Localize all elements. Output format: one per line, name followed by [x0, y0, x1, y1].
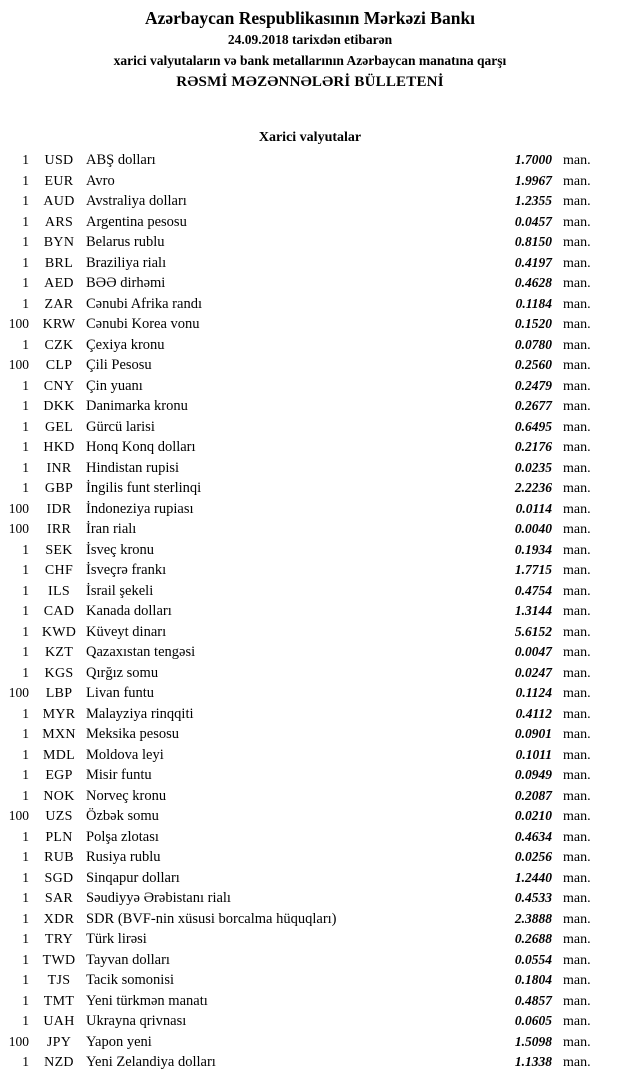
currency-name-cell: Çin yuanı: [86, 377, 143, 394]
currency-code-cell: MDL: [42, 747, 75, 763]
rate-value-cell: 0.6495: [514, 418, 552, 434]
currency-code-cell: MYR: [42, 706, 76, 722]
table-row: [0, 642, 620, 663]
unit-label-cell: man.: [563, 993, 591, 1009]
currency-code-cell: IRR: [46, 522, 72, 537]
rate-value-cell: 1.3144: [514, 603, 552, 618]
table-row: [0, 294, 620, 315]
bulletin-subtitle: xarici valyutaların və bank metallarının Azərbaycan manatına qarşı: [113, 53, 507, 68]
table-row: [0, 888, 620, 909]
currency-name-cell: Yeni türkmən manatı: [86, 992, 208, 1009]
currency-code-cell: UZS: [45, 809, 73, 824]
rate-value-cell: 0.4112: [515, 705, 552, 721]
quantity-cell: 1: [22, 336, 29, 352]
unit-label-cell: man.: [563, 645, 591, 660]
table-row: [0, 437, 620, 458]
unit-label-cell: man.: [563, 419, 591, 435]
quantity-cell: 1: [22, 705, 29, 721]
currency-code-cell: NZD: [44, 1055, 74, 1070]
quantity-cell: 1: [22, 418, 29, 434]
rate-value-cell: 0.0210: [514, 808, 552, 823]
rate-value-cell: 0.4634: [514, 828, 552, 844]
currency-code-cell: CLP: [45, 358, 73, 373]
table-row: [0, 171, 620, 192]
rate-value-cell: 0.4857: [514, 992, 552, 1008]
currency-name-cell: Çexiya kronu: [86, 336, 165, 353]
unit-label-cell: man.: [563, 747, 591, 763]
table-row: [0, 335, 620, 356]
currency-code-cell: PLN: [45, 829, 73, 845]
currency-code-cell: GBP: [44, 481, 74, 496]
quantity-cell: 1: [22, 787, 29, 803]
unit-label-cell: man.: [563, 276, 591, 291]
currency-name-cell: Cənubi Afrika randı: [86, 295, 202, 312]
table-row: [0, 581, 620, 602]
currency-name-cell: Polşa zlotası: [86, 828, 159, 845]
quantity-cell: 1: [22, 152, 29, 167]
table-row: [0, 806, 620, 827]
currency-code-cell: INR: [46, 460, 72, 476]
currency-name-cell: Danimarka kronu: [86, 398, 188, 414]
currency-code-cell: EUR: [44, 173, 74, 189]
quantity-cell: 100: [8, 500, 29, 516]
table-row: [0, 909, 620, 930]
quantity-cell: 1: [22, 234, 29, 249]
currency-code-cell: ARS: [44, 214, 74, 230]
currency-name-cell: Avstraliya dolları: [86, 193, 187, 209]
unit-label-cell: man.: [563, 460, 591, 476]
currency-name-cell: İngilis funt sterlinqi: [86, 480, 202, 496]
currency-name-cell: Rusiya rublu: [86, 849, 161, 865]
currency-code-cell: MXN: [42, 727, 76, 742]
unit-label-cell: man.: [563, 399, 591, 414]
quantity-cell: 100: [8, 316, 29, 331]
unit-label-cell: man.: [563, 501, 591, 517]
table-row: [0, 745, 620, 766]
currency-code-cell: HKD: [43, 440, 75, 455]
currency-name-cell: Meksika pesosu: [86, 726, 180, 742]
currency-name-cell: İran rialı: [86, 521, 137, 537]
quantity-cell: 1: [22, 254, 29, 270]
currency-name-cell: İsveçrə frankı: [86, 562, 167, 578]
table-row: [0, 1032, 620, 1053]
rate-value-cell: 1.1338: [514, 1054, 552, 1069]
currency-name-cell: Hindistan rupisi: [86, 459, 180, 476]
currency-name-cell: BƏƏ dirhəmi: [86, 275, 166, 291]
rate-value-cell: 0.8150: [514, 234, 552, 249]
currency-code-cell: EGP: [45, 768, 73, 783]
currency-name-cell: Özbək somu: [86, 808, 159, 824]
quantity-cell: 1: [22, 869, 29, 885]
quantity-cell: 1: [22, 890, 29, 905]
quantity-cell: 1: [22, 377, 29, 393]
rate-value-cell: 0.4533: [514, 890, 552, 905]
table-row: [0, 929, 620, 950]
currency-name-cell: Argentina pesosu: [86, 213, 187, 230]
currency-code-cell: JPY: [46, 1034, 72, 1050]
quantity-cell: 1: [22, 275, 29, 290]
table-row: [0, 663, 620, 684]
quantity-cell: 1: [22, 767, 29, 782]
currency-code-cell: CNY: [43, 378, 75, 394]
unit-label-cell: man.: [563, 153, 591, 168]
unit-label-cell: man.: [563, 194, 591, 209]
currency-code-cell: TMT: [43, 993, 75, 1009]
unit-label-cell: man.: [563, 973, 591, 988]
rate-value-cell: 0.2677: [514, 398, 552, 413]
rate-value-cell: 0.1934: [514, 541, 552, 557]
currency-code-cell: NOK: [43, 788, 75, 804]
rate-value-cell: 0.1520: [514, 316, 552, 331]
unit-label-cell: man.: [563, 583, 591, 599]
bank-title: Azərbaycan Respublikasının Mərkəzi Bankı: [144, 8, 476, 28]
quantity-cell: 100: [8, 808, 29, 823]
unit-label-cell: man.: [563, 337, 591, 353]
currency-code-cell: IDR: [46, 501, 72, 517]
rate-value-cell: 1.2355: [514, 193, 552, 208]
currency-name-cell: Gürcü larisi: [86, 418, 155, 435]
currency-name-cell: Tacik somonisi: [86, 972, 174, 988]
quantity-cell: 1: [22, 910, 29, 926]
currency-name-cell: Misir funtu: [86, 767, 152, 783]
unit-label-cell: man.: [563, 911, 591, 927]
table-row: [0, 786, 620, 807]
currency-name-cell: Sinqapur dolları: [86, 869, 180, 886]
rate-value-cell: 1.5098: [514, 1033, 552, 1049]
unit-label-cell: man.: [563, 378, 591, 394]
table-row: [0, 991, 620, 1012]
unit-label-cell: man.: [563, 809, 591, 824]
table-row: [0, 560, 620, 581]
currency-code-cell: BRL: [44, 255, 74, 271]
table-row: [0, 191, 620, 212]
table-row: [0, 273, 620, 294]
quantity-cell: 100: [8, 357, 29, 372]
unit-label-cell: man.: [563, 1014, 591, 1029]
currency-code-cell: KGS: [44, 665, 74, 681]
currency-code-cell: CAD: [43, 604, 75, 619]
unit-label-cell: man.: [563, 665, 591, 681]
unit-label-cell: man.: [563, 522, 591, 537]
table-row: [0, 622, 620, 643]
document-header: [0, 0, 620, 93]
table-row: [0, 1052, 620, 1073]
currency-code-cell: BYN: [43, 235, 75, 250]
rate-value-cell: 5.6152: [514, 623, 552, 639]
rate-value-cell: 0.0235: [514, 459, 552, 475]
currency-name-cell: Livan funtu: [86, 685, 155, 701]
bulletin-title: RƏSMİ MƏZƏNNƏLƏRİ BÜLLETENİ: [176, 74, 444, 90]
table-row: [0, 458, 620, 479]
currency-code-cell: ILS: [48, 583, 70, 599]
quantity-cell: 1: [22, 1054, 29, 1069]
rate-value-cell: 1.9967: [514, 172, 552, 188]
currency-name-cell: Səudiyyə Ərəbistanı rialı: [86, 890, 231, 906]
currency-code-cell: SAR: [44, 891, 74, 906]
currency-name-cell: Tayvan dolları: [86, 951, 170, 968]
currency-code-cell: ZAR: [44, 296, 74, 312]
currency-code-cell: TJS: [47, 973, 71, 988]
quantity-cell: 1: [22, 1013, 29, 1028]
rate-value-cell: 0.4628: [514, 275, 552, 290]
currency-code-cell: SGD: [44, 870, 74, 886]
rate-value-cell: 0.4197: [514, 254, 552, 270]
quantity-cell: 1: [22, 931, 29, 946]
currency-name-cell: Avro: [86, 172, 115, 189]
quantity-cell: 1: [22, 849, 29, 864]
rate-value-cell: 0.0554: [514, 951, 552, 967]
currency-code-cell: LBP: [45, 686, 73, 701]
unit-label-cell: man.: [563, 604, 591, 619]
quantity-cell: 1: [22, 295, 29, 311]
unit-label-cell: man.: [563, 686, 591, 701]
quantity-cell: 1: [22, 439, 29, 454]
table-row: [0, 827, 620, 848]
quantity-cell: 1: [22, 459, 29, 475]
rate-value-cell: 0.0256: [514, 849, 552, 864]
table-row: [0, 519, 620, 540]
unit-label-cell: man.: [563, 829, 591, 845]
unit-label-cell: man.: [563, 358, 591, 373]
currency-name-cell: Qırğız somu: [86, 664, 159, 681]
rate-value-cell: 0.2688: [514, 931, 552, 946]
unit-label-cell: man.: [563, 870, 591, 886]
unit-label-cell: man.: [563, 1055, 591, 1070]
currency-name-cell: Norveç kronu: [86, 787, 167, 804]
quantity-cell: 1: [22, 562, 29, 577]
currency-code-cell: TWD: [42, 952, 76, 968]
rate-value-cell: 0.0949: [514, 767, 552, 782]
rate-value-cell: 0.2087: [514, 787, 552, 803]
unit-label-cell: man.: [563, 440, 591, 455]
unit-label-cell: man.: [563, 296, 591, 312]
rate-value-cell: 2.2236: [514, 480, 552, 495]
currency-name-cell: Küveyt dinarı: [86, 623, 167, 640]
quantity-cell: 1: [22, 828, 29, 844]
currency-code-cell: USD: [44, 153, 74, 168]
rate-value-cell: 1.7000: [514, 152, 552, 167]
rate-value-cell: 0.1124: [515, 685, 552, 700]
quantity-cell: 100: [8, 685, 29, 700]
unit-label-cell: man.: [563, 1034, 591, 1050]
rate-value-cell: 2.3888: [514, 910, 552, 926]
rate-value-cell: 0.2560: [514, 357, 552, 372]
currency-name-cell: Moldova leyi: [86, 746, 164, 763]
rate-value-cell: 0.0901: [514, 726, 552, 741]
table-row: [0, 253, 620, 274]
rate-value-cell: 0.1184: [515, 295, 552, 311]
quantity-cell: 1: [22, 398, 29, 413]
currency-name-cell: Kanada dolları: [86, 603, 172, 619]
table-row: [0, 355, 620, 376]
quantity-cell: 1: [22, 603, 29, 618]
table-row: [0, 314, 620, 335]
currency-name-cell: SDR (BVF-nin xüsusi borcalma hüquqları): [86, 910, 337, 927]
quantity-cell: 1: [22, 664, 29, 680]
unit-label-cell: man.: [563, 481, 591, 496]
quantity-cell: 1: [22, 541, 29, 557]
currency-name-cell: Cənubi Korea vonu: [86, 316, 200, 332]
rate-value-cell: 0.4754: [514, 582, 552, 598]
currency-code-cell: SEK: [45, 542, 73, 558]
unit-label-cell: man.: [563, 173, 591, 189]
currency-name-cell: İsveç kronu: [86, 541, 155, 558]
unit-label-cell: man.: [563, 727, 591, 742]
section-title-foreign-currencies: Xarici valyutalar: [258, 130, 362, 145]
rate-value-cell: 0.1804: [514, 972, 552, 987]
currency-name-cell: İndoneziya rupiası: [86, 500, 194, 517]
currency-name-cell: ABŞ dolları: [86, 152, 156, 168]
currency-name-cell: Ukrayna qrivnası: [86, 1013, 187, 1029]
unit-label-cell: man.: [563, 255, 591, 271]
table-row: [0, 868, 620, 889]
table-row: [0, 540, 620, 561]
table-row: [0, 704, 620, 725]
currency-code-cell: CHF: [44, 563, 74, 578]
unit-label-cell: man.: [563, 542, 591, 558]
currency-code-cell: DKK: [43, 399, 75, 414]
quantity-cell: 1: [22, 746, 29, 762]
table-row: [0, 970, 620, 991]
quantity-cell: 1: [22, 644, 29, 659]
currency-name-cell: Yeni Zelandiya dolları: [86, 1054, 216, 1070]
quantity-cell: 100: [8, 1033, 29, 1049]
currency-code-cell: GEL: [44, 419, 74, 435]
rate-value-cell: 1.2440: [514, 869, 552, 885]
unit-label-cell: man.: [563, 850, 591, 865]
unit-label-cell: man.: [563, 563, 591, 578]
currency-name-cell: Yapon yeni: [86, 1033, 152, 1050]
rate-value-cell: 0.1011: [515, 746, 552, 762]
rate-value-cell: 0.0247: [514, 664, 552, 680]
table-row: [0, 601, 620, 622]
rate-value-cell: 0.0605: [514, 1013, 552, 1028]
quantity-cell: 1: [22, 726, 29, 741]
currency-code-cell: KRW: [42, 317, 76, 332]
currency-name-cell: Belarus rublu: [86, 234, 165, 250]
unit-label-cell: man.: [563, 317, 591, 332]
table-row: [0, 499, 620, 520]
unit-label-cell: man.: [563, 891, 591, 906]
unit-label-cell: man.: [563, 624, 591, 640]
rate-value-cell: 0.0114: [515, 500, 552, 516]
currency-code-cell: KWD: [41, 624, 77, 640]
currency-name-cell: Qazaxıstan tengəsi: [86, 644, 196, 660]
quantity-cell: 1: [22, 213, 29, 229]
unit-label-cell: man.: [563, 952, 591, 968]
currency-code-cell: XDR: [43, 911, 75, 927]
unit-label-cell: man.: [563, 235, 591, 250]
unit-label-cell: man.: [563, 768, 591, 783]
effective-date: 24.09.2018 tarixdən etibarən: [227, 32, 393, 47]
unit-label-cell: man.: [563, 214, 591, 230]
table-row: [0, 417, 620, 438]
currency-name-cell: Çili Pesosu: [86, 357, 152, 373]
rates-table: [0, 150, 620, 1073]
table-row: [0, 478, 620, 499]
quantity-cell: 1: [22, 193, 29, 208]
table-row: [0, 150, 620, 171]
currency-code-cell: UAH: [43, 1014, 75, 1029]
rate-value-cell: 0.0047: [514, 644, 552, 659]
unit-label-cell: man.: [563, 706, 591, 722]
quantity-cell: 1: [22, 992, 29, 1008]
currency-code-cell: KZT: [44, 645, 74, 660]
quantity-cell: 1: [22, 623, 29, 639]
table-row: [0, 724, 620, 745]
currency-code-cell: AED: [44, 276, 74, 291]
unit-label-cell: man.: [563, 932, 591, 947]
quantity-cell: 100: [8, 521, 29, 536]
currency-code-cell: TRY: [44, 932, 74, 947]
table-row: [0, 232, 620, 253]
table-row: [0, 396, 620, 417]
rate-value-cell: 0.0780: [514, 336, 552, 352]
currency-name-cell: Malayziya rinqqiti: [86, 705, 194, 722]
rate-value-cell: 0.0040: [514, 521, 552, 536]
quantity-cell: 1: [22, 972, 29, 987]
rate-value-cell: 0.2479: [514, 377, 552, 393]
table-row: [0, 212, 620, 233]
unit-label-cell: man.: [563, 788, 591, 804]
currency-code-cell: CZK: [44, 337, 74, 353]
quantity-cell: 1: [22, 951, 29, 967]
currency-name-cell: Braziliya rialı: [86, 254, 167, 271]
quantity-cell: 1: [22, 172, 29, 188]
table-row: [0, 765, 620, 786]
currency-name-cell: Honq Konq dolları: [86, 439, 196, 455]
currency-name-cell: Türk lirəsi: [86, 931, 147, 947]
rate-value-cell: 0.0457: [514, 213, 552, 229]
quantity-cell: 1: [22, 582, 29, 598]
table-row: [0, 376, 620, 397]
table-row: [0, 847, 620, 868]
currency-code-cell: RUB: [44, 850, 74, 865]
rate-value-cell: 1.7715: [514, 562, 552, 577]
table-row: [0, 1011, 620, 1032]
currency-code-cell: AUD: [43, 194, 75, 209]
quantity-cell: 1: [22, 480, 29, 495]
rate-value-cell: 0.2176: [514, 439, 552, 454]
table-row: [0, 950, 620, 971]
table-row: [0, 683, 620, 704]
currency-name-cell: İsrail şekeli: [86, 582, 154, 599]
